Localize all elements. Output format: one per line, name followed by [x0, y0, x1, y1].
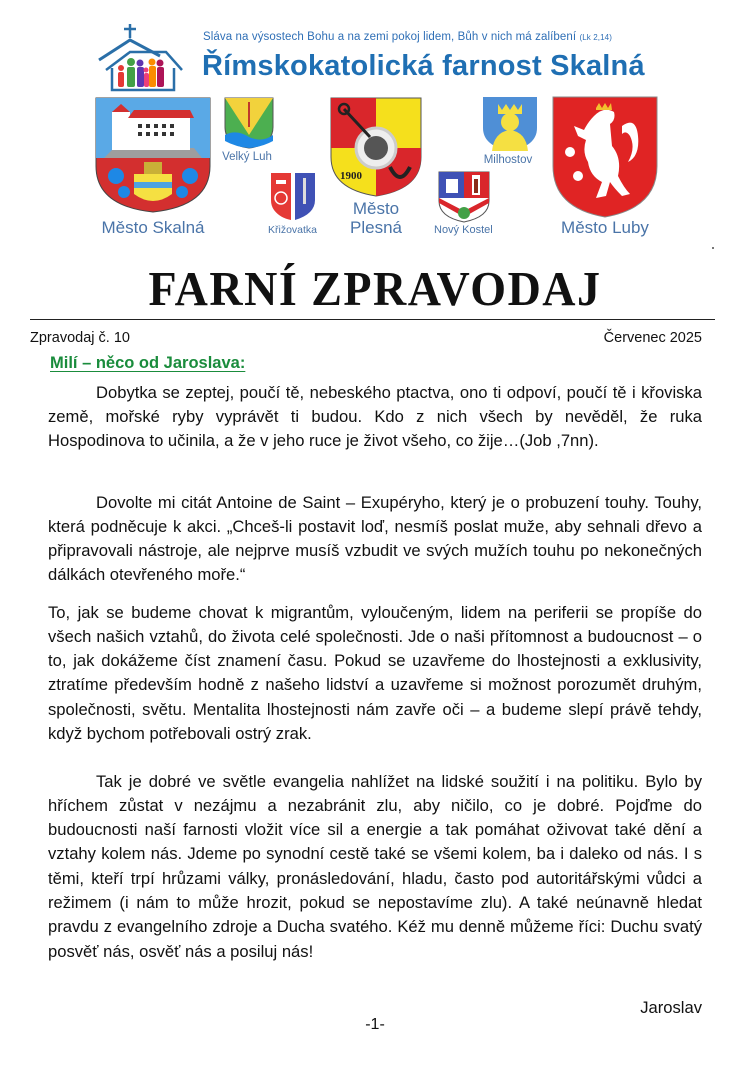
parish-logo-icon — [96, 22, 186, 92]
crest-velky-luh — [220, 97, 274, 163]
issue-number: Zpravodaj č. 10 — [30, 330, 130, 346]
article-signature: Jaroslav — [640, 998, 702, 1017]
motto-reference: (Lk 2,14) — [579, 33, 612, 42]
issue-date: Červenec 2025 — [603, 330, 702, 346]
crest-label-line1: Město — [352, 199, 400, 218]
crest-krizovatka — [268, 172, 317, 236]
novy-kostel-coat-of-arms-icon — [438, 171, 490, 223]
crest-label: Křižovatka — [268, 224, 318, 236]
velky-luh-coat-of-arms-icon — [224, 97, 274, 149]
luby-lion-coat-of-arms-icon — [552, 96, 658, 218]
title-divider — [30, 319, 715, 320]
milhostov-coat-of-arms-icon — [482, 96, 538, 152]
crest-label — [330, 199, 422, 237]
crest-mesto-luby — [552, 96, 658, 238]
crest-label: Město Skalná — [101, 218, 205, 237]
crest-mesto-plesna — [330, 97, 422, 237]
plesna-year: 1900 — [340, 170, 362, 182]
article-title: Milí – něco od Jaroslava: — [50, 354, 246, 372]
motto-text: Sláva na výsostech Bohu a na zemi pokoj lidem, Bůh v nich má zalíbení — [203, 31, 577, 43]
skalna-coat-of-arms-icon — [94, 96, 212, 214]
article-paragraph: To, jak se budeme chovat k migrantům, vyloučeným, lidem na periferii se propíše do všech našich vztahů, do života celé společnosti. Jde o naši přítomnost a budoucnost – o to, jak dokážeme číst znamení času. Pokud se uzavřeme do lhostejnosti a exklusivity, ztratíme především hodně z našeho lidství a uzavřeme si možnost porozumět druhým, společnosti, světu. Mentalita lhostejnosti nám zavře oči – a budeme slepí právě tehdy, když bychom potřebovali ostrý zrak. — [48, 602, 702, 744]
crest-milhostov — [478, 96, 538, 166]
crest-label: Město Luby — [561, 218, 649, 237]
parish-name: Římskokatolická farnost Skalná — [202, 50, 645, 82]
krizovatka-coat-of-arms-icon — [270, 172, 316, 222]
crest-label: Velký Luh — [222, 151, 272, 163]
article-paragraph: Dovolte mi citát Antoine de Saint – Exupéryho, který je o probuzení touhy. Touhy, která podněcuje k akci. „Chceš-li postavit loď, nesmíš poslat muže, aby sehnali dřevo a připravovali nástroje, ale nejprve musíš vzbudit ve svých mužích touhu po nekonečných dálkách otevřeného moře.“ — [48, 492, 702, 585]
crest-label: Milhostov — [483, 154, 533, 166]
page-number: -1- — [365, 1016, 385, 1033]
article-paragraph: Tak je dobré ve světle evangelia nahlížet na lidské soužití i na politiku. Bylo by hříchem zůstat v nezájmu a nezabránit zlu, aby ničilo, co je dobré. Pojďme do budoucnosti naší farnosti vložit více sil a energie a tak pomáhat oživovat také dění a vztahy kolem nás. Jdeme po synodní cestě také se všemi kolem, ba i daleko od nás. I s těmi, kteří trpí hrůzami války, pronásledování, hladu, často pod autoritářskými vůdci a režimem (i nám to může hrozit, pokud se nepostavíme zlu). A také neúnavně hledat pravdu z evangelního zdroje a Ducha svatého. Kéž mu denně můžeme říci: Duchu svatý posvěť nás, osvěť nás a posiluj nás! — [48, 771, 702, 961]
plesna-coat-of-arms-icon — [330, 97, 422, 197]
crest-novy-kostel — [434, 171, 493, 236]
article-paragraph: Dobytka se zeptej, poučí tě, nebeského ptactva, ono ti odpoví, poučí tě i křoviska země, mořské ryby vyprávět ti budou. Kdo z nich všech by nevěděl, že ruka Hospodinova to učinila, a že v jeho ruce je život všeho, co žije…(Job ,7nn). — [48, 382, 702, 451]
stray-mark — [712, 247, 714, 249]
crest-mesto-skalna — [94, 96, 212, 238]
crest-label: Nový Kostel — [434, 224, 493, 236]
newsletter-title: FARNÍ ZPRAVODAJ — [148, 261, 602, 316]
crest-label-line2: Plesná — [350, 218, 402, 237]
motto — [203, 31, 612, 43]
